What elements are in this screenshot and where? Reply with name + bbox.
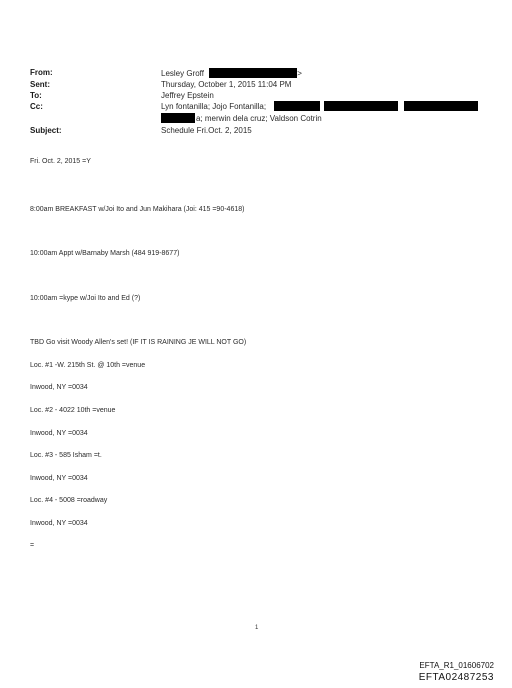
body-line-skype: 10:00am =kype w/Joi Ito and Ed (?) (30, 295, 141, 302)
body-line-loc3: Loc. #3 - 585 Isham =t. (30, 452, 102, 459)
redaction-block (404, 101, 478, 111)
sent-value: Thursday, October 1, 2015 11:04 PM (161, 80, 292, 89)
to-value: Jeffrey Epstein (161, 91, 214, 100)
body-line-city1: Inwood, NY =0034 (30, 384, 88, 391)
body-line-city3: Inwood, NY =0034 (30, 475, 88, 482)
bates-number-primary: EFTA_R1_01606702 (419, 661, 494, 670)
redaction-block (274, 101, 320, 111)
sent-label: Sent: (30, 80, 50, 89)
bates-number-secondary: EFTA02487253 (418, 672, 494, 683)
cc-names: Lyn fontanilla; Jojo Fontanilla; (161, 102, 267, 111)
body-line-loc4: Loc. #4 - 5008 =roadway (30, 497, 108, 504)
from-suffix: > (297, 69, 302, 78)
redaction-block (161, 113, 195, 123)
to-label: To: (30, 91, 42, 100)
body-line-city4: Inwood, NY =0034 (30, 520, 88, 527)
body-line-date: Fri. Oct. 2, 2015 =Y (30, 158, 91, 165)
from-name: Lesley Groff (161, 69, 204, 78)
body-line-loc1: Loc. #1 -W. 215th St. @ 10th =venue (30, 362, 146, 369)
from-value (161, 68, 302, 78)
cc-value-line2: a; merwin dela cruz; Valdson Cotrin (196, 114, 322, 123)
body-line-tbd: TBD Go visit Woody Allen's set! (IF IT IS RAINING JE WILL NOT GO) (30, 339, 247, 346)
cc-label: Cc: (30, 102, 43, 111)
body-line-appt: 10:00am Appt w/Barnaby Marsh (484 919-8677) (30, 250, 180, 257)
body-line-end: = (30, 542, 35, 549)
subject-label: Subject: (30, 126, 62, 135)
redaction-block (324, 101, 398, 111)
body-line-loc2: Loc. #2 - 4022 10th =venue (30, 407, 116, 414)
cc-value-line1 (161, 102, 266, 111)
subject-value: Schedule Fri.Oct. 2, 2015 (161, 126, 252, 135)
redaction-block (209, 68, 297, 78)
page-number: 1 (255, 625, 259, 631)
body-line-city2: Inwood, NY =0034 (30, 430, 88, 437)
from-label: From: (30, 68, 53, 77)
body-line-breakfast: 8:00am BREAKFAST w/Joi Ito and Jun Makihara (Joi: 415 =90-4618) (30, 206, 245, 213)
